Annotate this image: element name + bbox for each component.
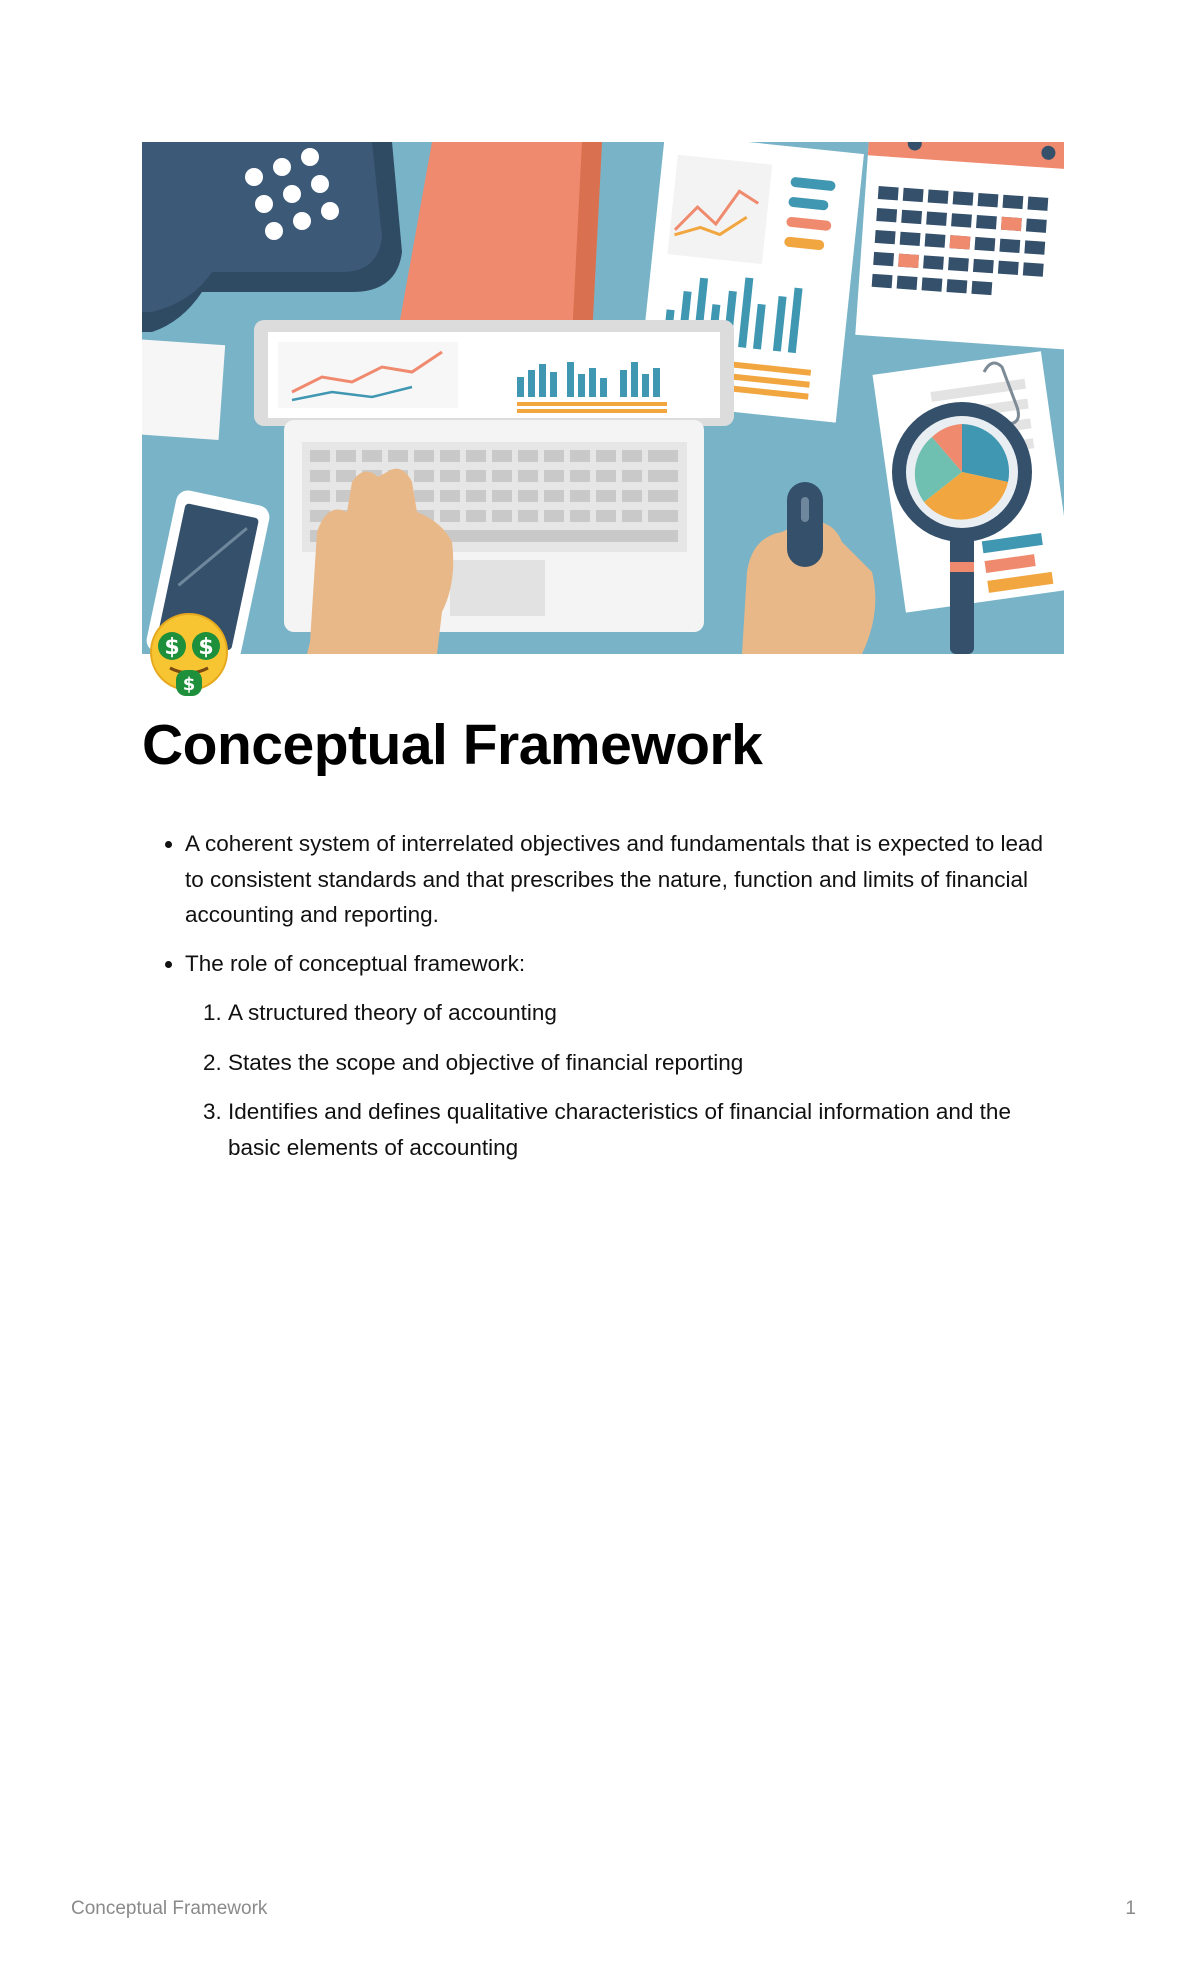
list-item	[185, 946, 1064, 1166]
bullet-text: A coherent system of interrelated objectives and fundamentals that is expected to lead to consistent standards and that prescribes the nature, function and limits of financial accounting and reporting.	[185, 831, 1044, 927]
list-item	[185, 826, 1064, 933]
svg-text:$: $	[164, 635, 180, 660]
list-item	[228, 1094, 1064, 1165]
bullet-list	[142, 826, 1064, 1165]
numbered-item-text: A structured theory of accounting	[228, 1000, 557, 1025]
numbered-item-text: States the scope and objective of financial reporting	[228, 1049, 744, 1075]
page-title: Conceptual Framework	[142, 713, 763, 777]
page-number: 1	[1125, 1898, 1136, 1919]
page-footer	[71, 1898, 1136, 1920]
bullet-text: The role of conceptual framework:	[185, 950, 526, 976]
svg-text:$: $	[182, 674, 196, 695]
numbered-list	[185, 995, 1064, 1165]
document-body	[142, 826, 1064, 1179]
footer-title: Conceptual Framework	[71, 1898, 268, 1919]
svg-text:$: $	[198, 635, 214, 660]
accounting-desk-illustration	[142, 142, 1064, 654]
cover-image	[142, 142, 1064, 654]
list-item	[228, 1045, 1064, 1081]
numbered-item-text: Identifies and defines qualitative characteristics of financial information and the basic elements of accounting	[228, 1099, 1011, 1160]
money-mouth-face-icon	[146, 612, 232, 698]
list-item	[228, 995, 1064, 1031]
